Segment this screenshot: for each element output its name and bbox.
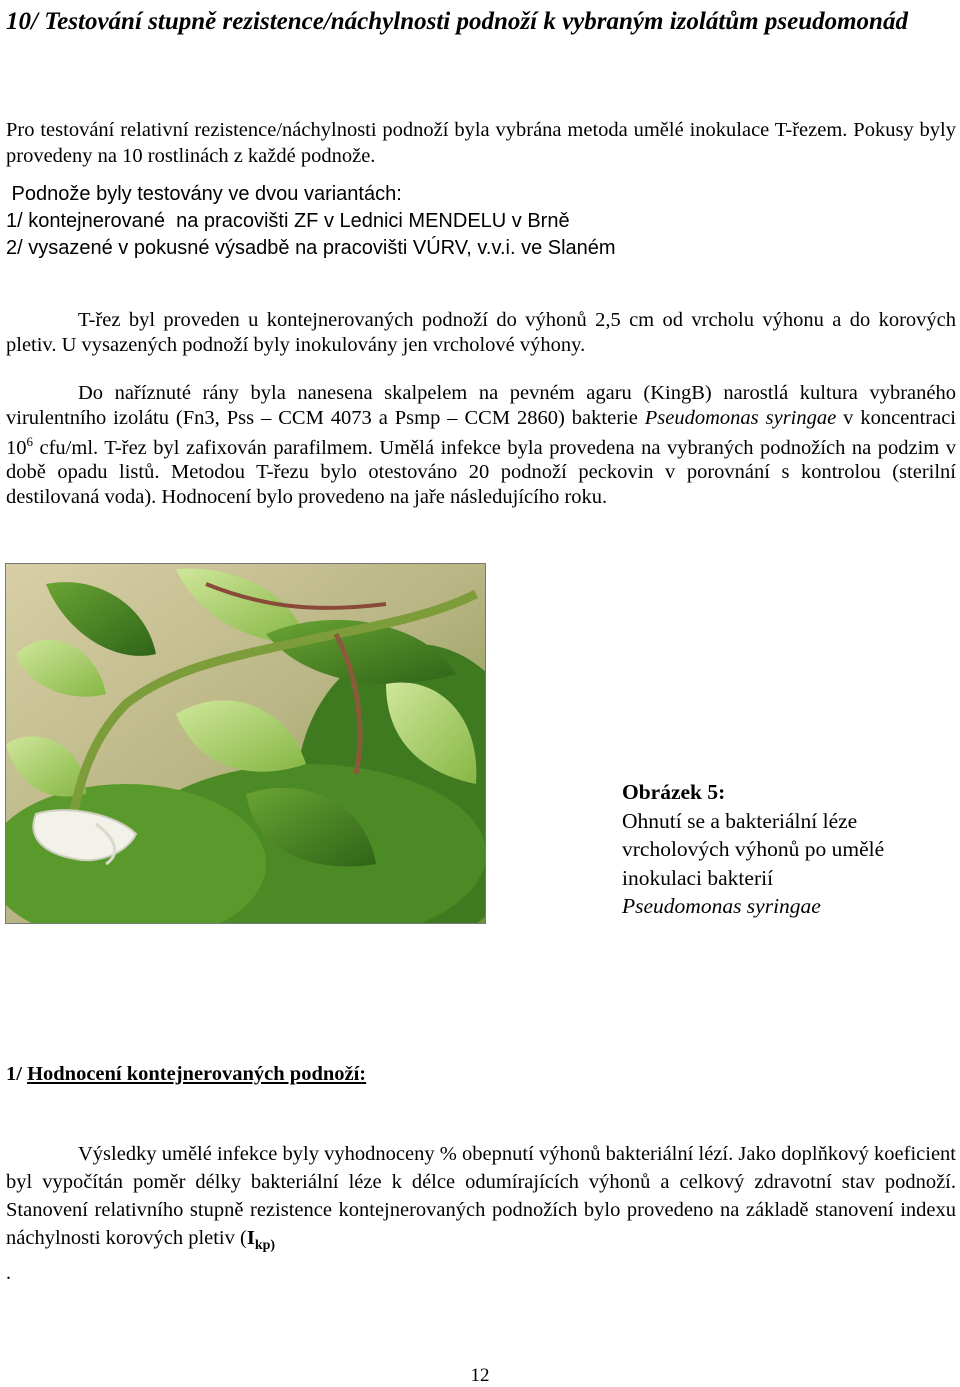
plant-shoot-image xyxy=(6,564,485,923)
results-paragraph xyxy=(6,1140,956,1260)
variant-item-2: 2/ vysazené v pokusné výsadbě na pracovišti VÚRV, v.v.i. ve Slaném xyxy=(6,237,616,259)
index-subscript: kp) xyxy=(254,1238,276,1254)
figure-caption-text: Ohnutí se a bakteriální léze vrcholových výhonů po umělé inokulaci bakterií xyxy=(622,808,885,890)
tcut-paragraph: T-řez byl proveden u kontejnerovaných podnoží do výhonů 2,5 cm od vrcholu výhonu a do korových pletiv. U vysazených podnoží byly inokulovány jen vrcholové výhony. xyxy=(6,309,956,356)
inoculation-text-part1: Do naříznuté rány byla nanesena skalpelem na pevném agaru (KingB) narostlá kultura vybraného virulentního izolátu (Fn3, Pss – CCM 4073 a Psmp – CCM 2860) bakterie xyxy=(6,382,956,429)
section-heading: 10/ Testování stupně rezistence/náchylnosti podnoží k vybraným izolátům pseudomonád xyxy=(6,8,908,35)
index-letter: I xyxy=(246,1227,255,1249)
species-name: Pseudomonas syringae xyxy=(644,406,837,429)
inoculation-text-part3: cfu/ml. T-řez byl zafixován parafilmem. Umělá infekce byla provedena na vybraných podnožích na podzim v době opadu listů. Metodou T-řezu bylo otestováno 20 podnoží peckovin v porovnání s kontrolou (sterilní destilovaná voda). Hodnocení bylo provedeno na jaře následujícího roku. xyxy=(6,436,956,508)
subsection-heading xyxy=(6,1060,366,1088)
trailing-period: . xyxy=(6,1262,11,1284)
figure-caption-species: Pseudomonas syringae xyxy=(622,894,821,918)
figure-caption xyxy=(622,778,952,921)
figure-caption-title: Obrázek 5: xyxy=(622,780,726,804)
variants-title: Podnože byly testovány ve dvou variantách: xyxy=(6,183,402,205)
concentration-exponent: 6 xyxy=(26,434,33,449)
subsection-title: Hodnocení kontejnerovaných podnoží: xyxy=(27,1063,367,1085)
results-text: Výsledky umělé infekce byly vyhodnoceny % obepnutí výhonů bakteriální lézí. Jako doplňkový koeficient byl vypočítán poměr délky bakteriální léze k délce odumírajících výhonů a celkový zdravotní stav podnoží. Stanovení relativního stupně rezistence kontejnerovaných podnožích bylo provedeno na základě stanovení indexu náchylnosti korových pletiv ( xyxy=(6,1143,956,1249)
subsection-number: 1/ xyxy=(6,1063,28,1085)
inoculation-text-part2: v koncentraci 10 xyxy=(6,406,956,459)
figure-photo xyxy=(5,563,486,924)
inoculation-paragraph xyxy=(6,381,956,509)
intro-paragraph: Pro testování relativní rezistence/náchylnosti podnoží byla vybrána metoda umělé inokulace T-řezem. Pokusy byly provedeny na 10 rostlinách z každé podnože. xyxy=(6,119,956,167)
variant-item-1: 1/ kontejnerované na pracovišti ZF v Lednici MENDELU v Brně xyxy=(6,210,570,232)
page-number: 12 xyxy=(470,1365,490,1386)
